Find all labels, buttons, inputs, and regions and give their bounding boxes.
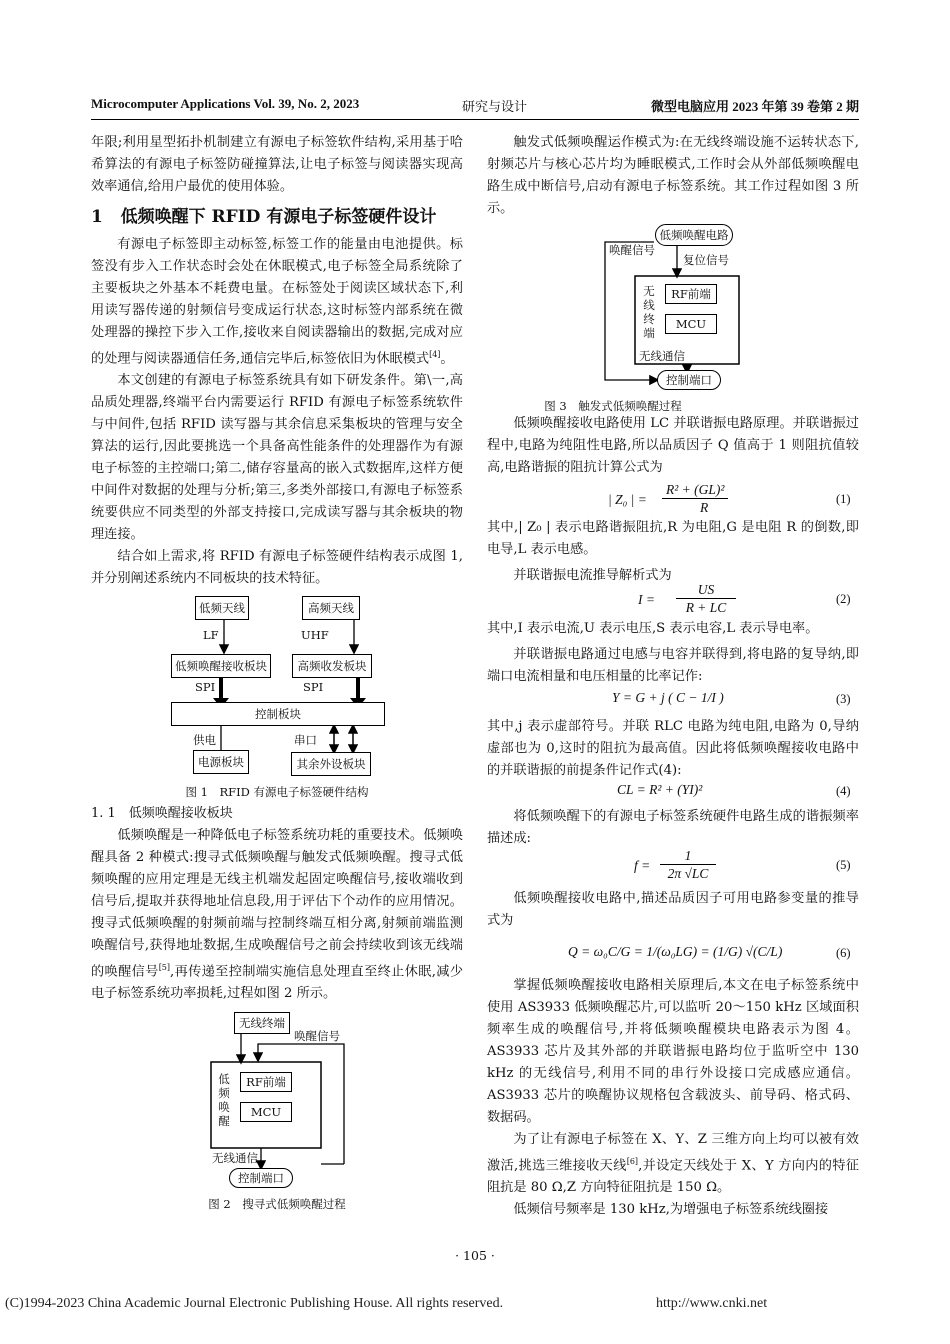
- paragraph: 触发式低频唤醒运作模式为:在无线终端设施不运转状态下,射频芯片与核心芯片均为睡眠模式,工作时会从外部低频唤醒电路生成中断信号,启动有源电子标签系统。其工作过程如图 3 所示。: [487, 135, 859, 216]
- right-column-2: [487, 413, 859, 479]
- paragraph: 结合如上需求,将 RFID 有源电子标签硬件结构表示成图 1,并分别阐述系统内不同板块的技术特征。: [91, 549, 463, 587]
- equation-number: (5): [836, 858, 851, 872]
- page-number: · 105 ·: [455, 1248, 495, 1263]
- uhf-label: UHF: [301, 628, 329, 642]
- mcu-box: MCU: [665, 314, 717, 334]
- paragraph: 本文创建的有源电子标签系统具有如下研发条件。第\一,高品质处理器,终端平台内需要运行 RFID 有源电子标签系统软件与中间件,包括 RFID 读写器与其余信息采集板块的管理与安全算法的运行,因此要挑选一个具备高性能条件的处理器作为有源电子标签的主控端口;第二,储存容量高的嵌入式数据库,这样方便中间件对数据的处理与分析;第三,多类外部接口,有源电子标签系统要供应不同类型的外部支持接口,完成读写器与其余板块的物理连接。: [91, 373, 463, 543]
- right-column-8: [487, 975, 859, 1221]
- hf-antenna-box: 高频天线: [302, 596, 360, 620]
- figure-caption: 图 2 搜寻式低频唤醒过程: [208, 1197, 346, 1211]
- power-box: 电源板块: [193, 750, 249, 774]
- paragraph: 将低频唤醒下的有源电子标签系统硬件电路生成的谐振频率描述成:: [487, 809, 859, 846]
- lf-antenna-box: 低频天线: [195, 596, 249, 620]
- figure-caption: 图 3 触发式低频唤醒过程: [544, 399, 682, 413]
- wireless-terminal-box: 无线终端: [234, 1012, 290, 1034]
- control-box: 控制板块: [171, 702, 385, 726]
- wake-signal-label: 唤醒信号: [294, 1029, 340, 1043]
- power-label: 供电: [193, 733, 216, 747]
- left-column-2: [91, 803, 463, 1005]
- section-heading: 1 低频唤醒下 RFID 有源电子标签硬件设计: [91, 207, 437, 227]
- paragraph: 并联谐振电路通过电感与电容并联得到,将电路的复导纳,即端口电流相量和电压相量的比率记作:: [487, 647, 859, 684]
- paragraph: 其中,j 表示虚部符号。并联 RLC 电路为纯电阻,电路为 0,导纳虚部也为 0,这时的阻抗为最高值。因此将低频唤醒接收电路中的并联谐振的前提条件记作式(4):: [487, 719, 859, 778]
- equation-number: (2): [836, 592, 851, 606]
- right-column-6: [487, 806, 859, 850]
- lf-wake-label: 低频唤醒: [218, 1072, 230, 1128]
- serial-label: 串口: [294, 733, 317, 747]
- subsection-heading: 1. 1 低频唤醒接收板块: [91, 806, 233, 821]
- paragraph: 低频信号频率是 130 kHz,为增强电子标签系统线圈接: [513, 1202, 829, 1218]
- wireless-comm-label: 无线通信: [639, 349, 685, 363]
- spi-label: SPI: [195, 680, 216, 694]
- rf-frontend-box: RF前端: [665, 284, 717, 304]
- right-column-4: [487, 618, 859, 688]
- header-rule: [91, 119, 859, 120]
- figure-3: [487, 222, 859, 417]
- wireless-terminal-label: 无线终端: [643, 284, 655, 340]
- figure-1-lines: [91, 592, 463, 782]
- wake-signal-label: 唤醒信号: [609, 243, 655, 257]
- paragraph: 其中,| Z₀ | 表示电路谐振阻抗,R 为电阻,G 是电阻 R 的倒数,即电导,L 表示电感。: [487, 520, 859, 557]
- paragraph: 低频唤醒是一种降低电子标签系统功耗的重要技术。低频唤醒具备 2 种模式:搜寻式低频唤醒与触发式低频唤醒。搜寻式低频唤醒的应用定理是无线主机端发起固定唤醒信号,接收端收到信号后,提取并获得地址信息段,用于评估下个动作的应用情况。搜寻式低频唤醒的射频前端与控制终端互相分离,射频前端监测唤醒信号,获得地址数据,生成唤醒信号之前会持续收到该无线端的唤醒信号[5],再传递至控制端实施信息处理直至终止休眠,减少电子标签系统功率损耗,过程如图 2 所示。: [91, 828, 464, 1002]
- equation-number: (6): [836, 946, 851, 960]
- lf-label: LF: [203, 628, 219, 642]
- rf-frontend-box: RF前端: [240, 1072, 292, 1092]
- figure-caption: 图 1 RFID 有源电子标签硬件结构: [185, 785, 369, 799]
- journal-header-en: Microcomputer Applications Vol. 39, No. 2, 2023: [91, 96, 360, 111]
- paragraph: 有源电子标签即主动标签,标签工作的能量由电池提供。标签没有步入工作状态时会处在休眠模式,电子标签全局系统除了主要板块之外基本不耗费电量。在标签处于阅读区域状态下,利用读写器传递的射频信号变成运行状态,这时标签内部系统在微处理器的操控下步入工作,接收来自阅读器输出的数据,完成对应的处理与阅读器通信任务,通信完毕后,标签依旧为休眠模式[4]。: [91, 237, 463, 367]
- paragraph: 掌握低频唤醒接收电路相关原理后,本文在电子标签系统中使用 AS3933 低频唤醒芯片,可以监听 20～150 kHz 区域面积频率生成的唤醒信号,并将低频唤醒模块电路表示为图 4。AS3933 芯片及其外部的并联谐振电路均位于监听空中 130 kHz 的无线信号,利用不同的串行外设接口完成感应通信。AS3933 芯片的唤醒协议规格包含载波头、前导码、格式码、数据码。: [487, 978, 859, 1125]
- paragraph: 并联谐振电流推导解析式为: [513, 568, 672, 583]
- wireless-comm-label: 无线通信: [212, 1151, 258, 1165]
- paragraph: 低频唤醒接收电路使用 LC 并联谐振电路原理。并联谐振过程中,电路为纯阻性电路,所以品质因子 Q 值高于 1 则阻抗值较高,电路谐振的阻抗计算公式为: [487, 416, 859, 475]
- right-column-5: [487, 716, 859, 782]
- cnki-link[interactable]: http://www.cnki.net: [656, 1296, 768, 1311]
- copyright-footer: (C)1994-2023 China Academic Journal Electronic Publishing House. All rights reserved.: [5, 1296, 504, 1311]
- spi-label: SPI: [303, 680, 324, 694]
- control-port-box: 控制端口: [229, 1168, 293, 1188]
- equation-4: CL = R² + (YI)²: [617, 782, 703, 797]
- right-column: [487, 132, 859, 220]
- section-label: 研究与设计: [462, 100, 528, 115]
- equation-number: (1): [836, 492, 851, 506]
- lf-wake-circuit-box: 低频唤醒电路: [655, 224, 733, 246]
- paragraph: 为了让有源电子标签在 X、Y、Z 三维方向上均可以被有效激活,挑选三维接收天线[6],并设定天线处于 X、Y 方向内的特征阻抗是 80 Ω,Z 方向特征阻抗是 150 Ω。: [487, 1132, 859, 1196]
- mcu-box: MCU: [240, 1102, 292, 1122]
- figure-1: [91, 592, 463, 802]
- equation-3: Y = G + j ( C − 1/I ): [612, 690, 724, 705]
- peripheral-box: 其余外设板块: [291, 752, 371, 776]
- left-column: [91, 132, 463, 590]
- right-column-3: [487, 517, 859, 587]
- figure-2: [91, 1010, 463, 1210]
- paragraph: 低频唤醒接收电路中,描述品质因子可用电路参变量的推导式为: [487, 891, 859, 928]
- hf-transceiver-box: 高频收发板块: [292, 654, 372, 678]
- paragraph: 其中,I 表示电流,U 表示电压,S 表示电容,L 表示导电率。: [487, 621, 819, 636]
- equation-number: (4): [836, 784, 851, 798]
- reset-signal-label: 复位信号: [683, 253, 729, 267]
- paragraph: 年限;利用星型拓扑机制建立有源电子标签软件结构,采用基于哈希算法的有源电子标签防碰撞算法,让电子标签与阅读器实现高效率通信,给用户最优的使用体验。: [91, 135, 463, 194]
- lf-receiver-box: 低频唤醒接收板块: [171, 654, 271, 678]
- equation-6: Q = ω₀C/G = 1/(ω₀LG) = (1/G) √(C/L): [568, 944, 783, 959]
- journal-header-cn: 微型电脑应用 2023 年第 39 卷第 2 期: [650, 99, 859, 114]
- figure-2-lines: [91, 1010, 463, 1190]
- right-column-7: [487, 888, 859, 932]
- control-port-box: 控制端口: [657, 370, 721, 390]
- equation-number: (3): [836, 692, 851, 706]
